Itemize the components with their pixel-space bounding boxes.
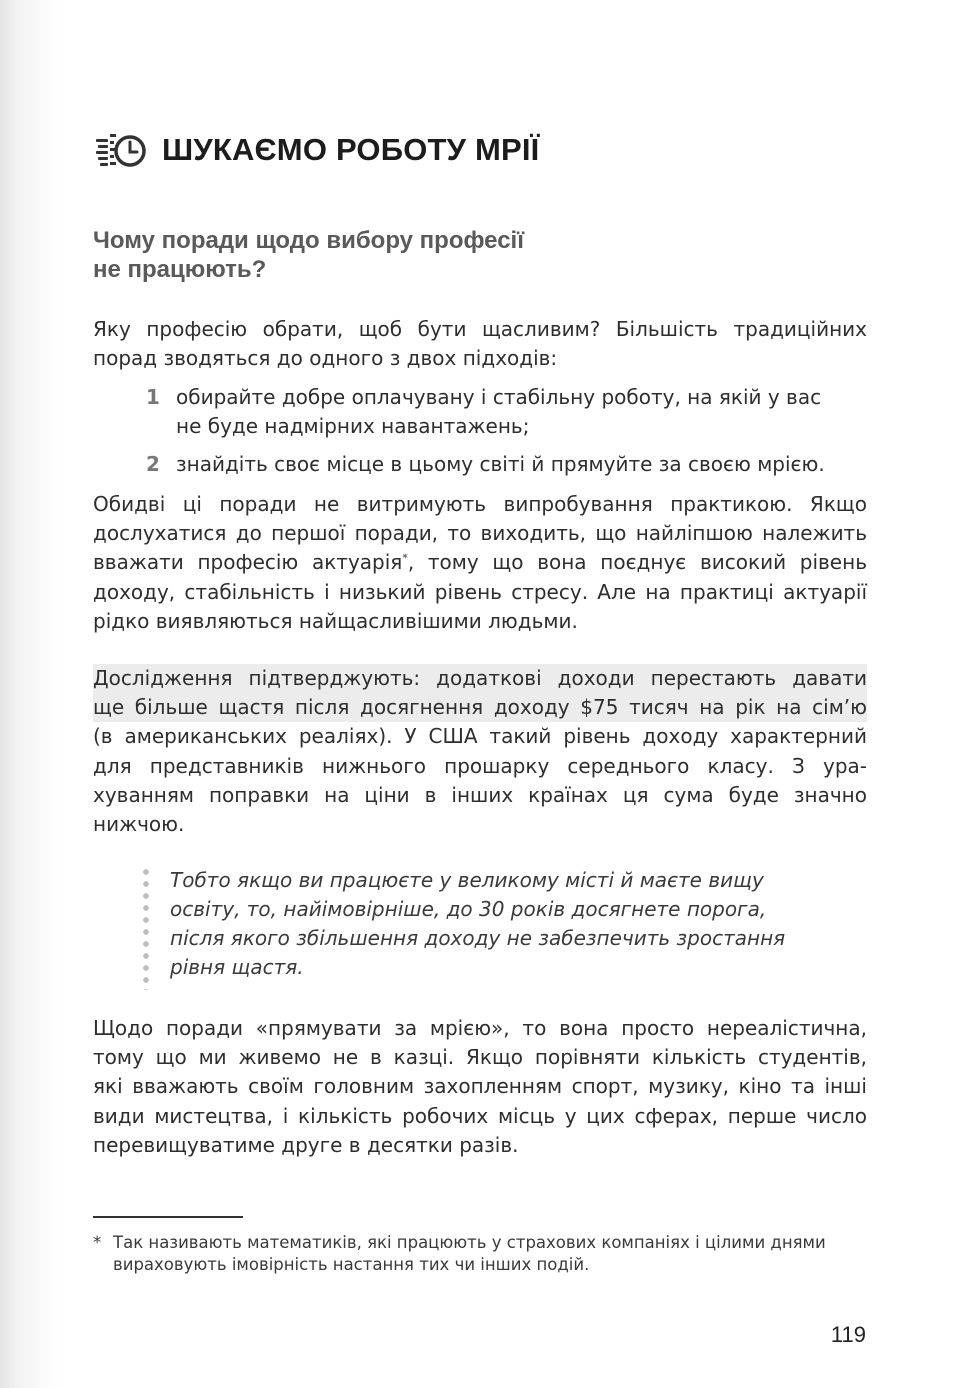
- footnote-line: Так називають математиків, які працюють у страхових компаніях і цілими днями: [113, 1233, 826, 1252]
- text-fragment: вважати професію актуарія: [93, 550, 403, 575]
- highlighted-line: Дослідження підтверджують: додаткові доходи перестають давати: [93, 664, 867, 693]
- list-item: [146, 383, 868, 441]
- chapter-title: ШУКАЄМО РОБОТУ МРІЇ: [162, 132, 540, 167]
- footnote-line: вираховують імовірність настання тих чи інших подій.: [113, 1255, 590, 1274]
- text-line: Яку професію обрати, щоб бути щасливим? Більшість традиційних: [93, 317, 867, 341]
- quote-line: рівня щастя.: [170, 955, 304, 979]
- text-line: тому що ми живемо не в казці. Якщо порівняти кількість студентів,: [93, 1045, 867, 1070]
- paragraph-dream: [93, 1014, 867, 1160]
- quote-line: освіту, то, найімовірніше, до 30 років досягнете порога,: [170, 897, 767, 921]
- paragraph-research: [93, 664, 867, 839]
- text-line: (в американських реаліях). У США такий рівень доходу характерний: [93, 724, 867, 749]
- text-line: дослухатися до першої поради, то виходить, що найліпшою належить: [93, 521, 867, 546]
- chapter-header: [96, 130, 539, 170]
- text-line: нижчою.: [93, 812, 185, 837]
- footnote: [93, 1232, 867, 1276]
- advice-list: [146, 383, 868, 488]
- intro-paragraph: [93, 315, 867, 373]
- paragraph-practice: [93, 490, 867, 636]
- section-subtitle: [93, 226, 653, 284]
- list-text-line: знайдіть своє місце в цьому світі й прямуйте за своєю мрією.: [176, 452, 825, 476]
- page-number: 119: [830, 1322, 866, 1347]
- text-line: для представників нижнього прошарку середнього класу. З ура-: [93, 753, 867, 778]
- footnote-reference: *: [402, 551, 408, 565]
- text-line: які вважають своїм головним захопленням спорт, музику, кіно та інші: [93, 1074, 867, 1099]
- italic-quote: [140, 866, 850, 982]
- list-text-line: обирайте добре оплачувану і стабільну роботу, на якій у вас: [176, 385, 822, 409]
- list-item: [146, 450, 868, 479]
- list-number: 1: [146, 385, 160, 409]
- highlighted-line: ще більше щастя після досягнення доходу $75 тисяч на рік на сім’ю: [93, 693, 867, 722]
- footnote-marker: *: [93, 1233, 102, 1252]
- text-line: порад зводяться до одного з двох підходів:: [93, 346, 558, 371]
- quote-line: Тобто якщо ви працюєте у великому місті й маєте вищу: [170, 868, 764, 892]
- subtitle-line: не працюють?: [93, 256, 267, 283]
- subtitle-line: Чому поради щодо вибору професії: [93, 227, 524, 254]
- fast-clock-icon: [96, 130, 148, 170]
- quote-line: після якого збільшення доходу не забезпечить зростання: [170, 926, 786, 950]
- text-line: хуванням поправки на ціни в інших країнах ця сума буде значно: [93, 782, 867, 807]
- text-fragment: , тому що вона поєднує високий рівень: [407, 550, 867, 575]
- text-line: доходу, стабільність і низький рівень стресу. Але на практиці актуарії: [93, 579, 867, 604]
- text-line: Обидві ці поради не витримують випробування практикою. Якщо: [93, 492, 867, 516]
- text-line: перевищуватиме друге в десятки разів.: [93, 1132, 519, 1157]
- text-line: [93, 548, 867, 577]
- text-line: Щодо поради «прямувати за мрією», то вона просто нереалістична,: [93, 1016, 867, 1040]
- list-number: 2: [146, 452, 160, 476]
- list-text-line: не буде надмірних навантажень;: [176, 414, 530, 438]
- text-line: рідко виявляються найщасливішими людьми.: [93, 608, 578, 633]
- text-line: види мистецтва, і кількість робочих місць у цих сферах, перше число: [93, 1103, 867, 1128]
- footnote-divider: [93, 1216, 243, 1218]
